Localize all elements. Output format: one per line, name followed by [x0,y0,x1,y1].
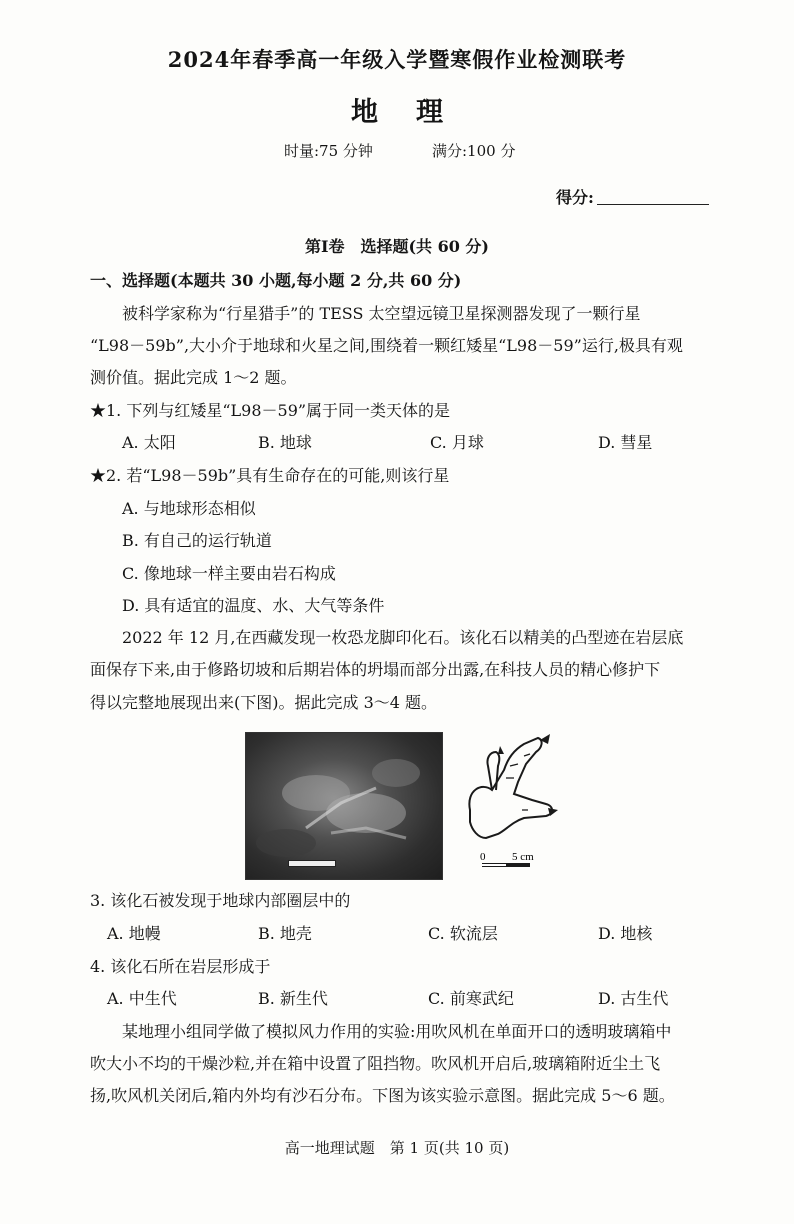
section-heading: 第Ⅰ卷 选择题(共 60 分) [304,237,490,256]
score-label: 得分: [556,188,594,207]
q3-option-d: D. 地核 [598,924,653,943]
intro2-line: 得以完整地展现出来(下图)。据此完成 3～4 题。 [90,693,438,712]
intro3-line: 扬,吹风机关闭后,箱内外均有沙石分布。下图为该实验示意图。据此完成 5～6 题。 [90,1086,675,1105]
q4-stem: 4. 该化石所在岩层形成于 [90,957,271,976]
intro2-line: 面保存下来,由于修路切坡和后期岩体的坍塌而部分出露,在科技人员的精心修护下 [90,660,661,679]
scale-length-label: 5 cm [512,851,534,863]
q3-option-a: A. 地幔 [107,924,161,943]
time-limit: 时量:75 分钟 [284,142,373,160]
footprint-sketch [452,730,562,880]
fossil-photo [245,732,443,880]
scale-zero-label: 0 [480,851,486,863]
intro3-line: 吹大小不均的干燥沙粒,并在箱中设置了阻挡物。吹风机开启后,玻璃箱附近尘土飞 [90,1054,661,1073]
q2-option-b: B. 有自己的运行轨道 [122,531,272,550]
q2-option-a: A. 与地球形态相似 [122,499,256,518]
photo-scale-bar [288,860,336,867]
intro1-line: 被科学家称为“行星猎手”的 TESS 太空望远镜卫星探测器发现了一颗行星 [122,304,641,323]
exam-title: 2024年春季高一年级入学暨寒假作业检测联考 [167,47,627,72]
part-title: 一、选择题(本题共 30 小题,每小题 2 分,共 60 分) [90,271,462,290]
q1-option-d: D. 彗星 [598,433,653,452]
score-blank [597,204,709,205]
q3-stem: 3. 该化石被发现于地球内部圈层中的 [90,891,351,910]
full-score: 满分:100 分 [432,142,516,160]
page-footer: 高一地理试题 第 1 页(共 10 页) [284,1139,510,1157]
q1-option-b: B. 地球 [258,433,312,452]
intro3-line: 某地理小组同学做了模拟风力作用的实验:用吹风机在单面开口的透明玻璃箱中 [122,1022,672,1041]
q1-option-c: C. 月球 [430,433,484,452]
q1-stem: ★1. 下列与红矮星“L98－59”属于同一类天体的是 [90,401,451,420]
subject-title: 地理 [351,97,481,128]
q4-option-b: B. 新生代 [258,989,328,1008]
q2-option-c: C. 像地球一样主要由岩石构成 [122,564,336,583]
q4-option-a: A. 中生代 [107,989,177,1008]
q1-option-a: A. 太阳 [122,433,176,452]
q4-option-d: D. 古生代 [598,989,669,1008]
rock-texture [246,733,442,879]
intro2-line: 2022 年 12 月,在西藏发现一枚恐龙脚印化石。该化石以精美的凸型迹在岩层底 [122,628,684,647]
q3-option-c: C. 软流层 [428,924,498,943]
q2-stem: ★2. 若“L98－59b”具有生命存在的可能,则该行星 [90,466,450,485]
intro1-line: “L98－59b”,大小介于地球和火星之间,围绕着一颗红矮星“L98－59”运行,极具有观 [90,336,683,355]
q3-option-b: B. 地壳 [258,924,312,943]
q2-option-d: D. 具有适宜的温度、水、大气等条件 [122,596,385,615]
intro1-line: 测价值。据此完成 1～2 题。 [90,368,297,387]
q4-option-c: C. 前寒武纪 [428,989,514,1008]
